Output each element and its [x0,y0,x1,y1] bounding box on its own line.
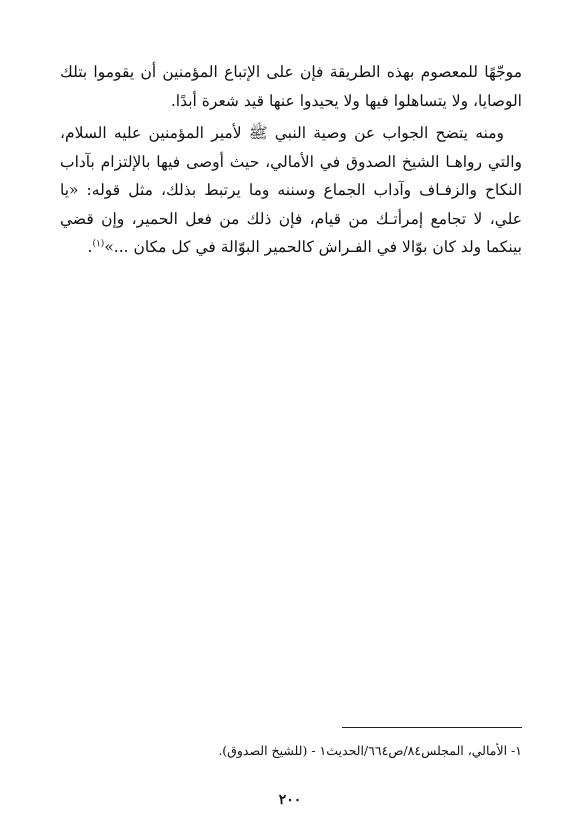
paragraph-1-text: موجّهًا للمعصوم بهذه الطريقة فإن على الإتباع المؤمنين أن يقوموا بتلك الوصايا، ولا يتساهلوا فيها ولا يحيدوا عنها قيد شعرة أبدًا. [60,63,522,110]
paragraph-1 [60,58,522,115]
page-number: ٢٠٠ [278,792,302,808]
footnote-text: ١- الأمالي، المجلس٨٤/ص٦٦٤/الحديث١ - (للشيخ الصدوق). [218,743,522,758]
footnote-divider [342,727,522,728]
main-text-block [60,58,522,262]
paragraph-2: ومنه يتضح الجواب عن وصية النبي ﷺ لأمير المؤمنين عليه السلام، والتي رواهـا الشيخ الصدوق في الأمالي، حيث أوصى فيها بالإلتزام بآداب النكاح والزفـاف وآداب الجماع وسننه وما يرتبط بذلك، مثل قوله: «يا علي، لا تجامع إمرأتـك من قيام، فإن ذلك من فعل الحمير، وإن قضي بينكما ولد كان بوّالا في الفـراش كالحمير البوّالة في كل مكان ...»$^{(١)}$. [60,124,522,256]
footnote-marker: (١) [92,238,105,249]
footnote [60,742,522,760]
paragraph-2-text: ومنه يتضح الجواب عن وصية النبي ﷺ لأمير المؤمنين عليه السلام، والتي رواهـا الشيخ الصدوق في الأمالي، حيث أوصى فيها بالإلتزام بآداب النكاح والزفـاف وآداب الجماع وسننه وما يرتبط بذلك، مثل قوله: «يا علي، لا تجامع إمرأتـك من قيام، فإن ذلك من فعل الحمير، وإن قضي بينكما ولد كان بوّالا في الفـراش كالحمير البوّالة في كل مكان ...» [60,124,522,256]
